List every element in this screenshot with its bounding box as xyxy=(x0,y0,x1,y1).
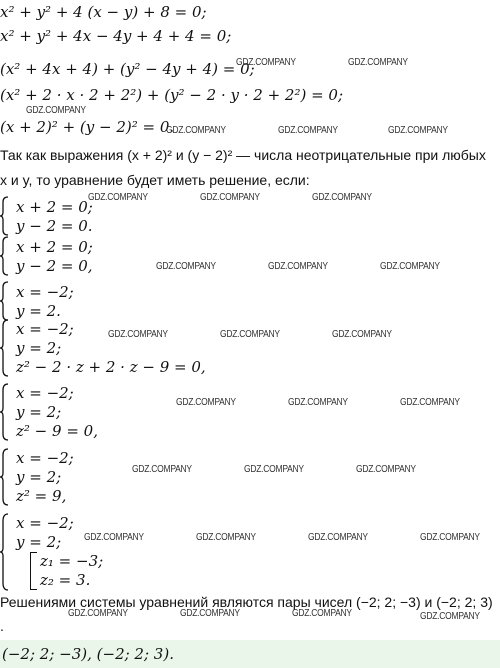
watermark: GDZ.COMPANY xyxy=(288,397,348,408)
watermark: GDZ.COMPANY xyxy=(308,532,368,543)
system-1-line-1: x + 2 = 0; xyxy=(16,198,93,216)
watermark: GDZ.COMPANY xyxy=(278,125,338,136)
watermark: GDZ.COMPANY xyxy=(312,192,372,203)
brace-icon xyxy=(0,513,9,591)
system-5 xyxy=(0,383,200,441)
watermark: GDZ.COMPANY xyxy=(176,397,236,408)
watermark: GDZ.COMPANY xyxy=(400,397,460,408)
system-7-line-1: x = −2; xyxy=(16,514,74,532)
equation-3: (x² + 4x + 4) + (y² − 4y + 4) = 0; xyxy=(0,60,255,78)
watermark: GDZ.COMPANY xyxy=(420,611,480,622)
watermark: GDZ.COMPANY xyxy=(268,261,328,272)
system-1-line-2: y − 2 = 0. xyxy=(16,217,93,235)
system-3 xyxy=(0,281,200,321)
system-4-line-2: y = 2; xyxy=(16,339,62,357)
equation-5: (x + 2)² + (y − 2)² = 0. xyxy=(0,118,175,136)
brace-icon xyxy=(0,383,9,441)
watermark: GDZ.COMPANY xyxy=(68,608,128,619)
watermark: GDZ.COMPANY xyxy=(388,125,448,136)
watermark: GDZ.COMPANY xyxy=(356,464,416,475)
watermark: GDZ.COMPANY xyxy=(200,192,260,203)
system-4 xyxy=(0,319,260,377)
system-6 xyxy=(0,448,200,506)
watermark: GDZ.COMPANY xyxy=(196,532,256,543)
explanation-line-1: Так как выражения (x + 2)² и (y − 2)² — числа неотрицательные при любых xyxy=(0,147,486,163)
watermark: GDZ.COMPANY xyxy=(332,329,392,340)
watermark: GDZ.COMPANY xyxy=(156,261,216,272)
system-7-line-4: z₂ = 3. xyxy=(40,571,91,589)
watermark: GDZ.COMPANY xyxy=(132,464,192,475)
conclusion-line: Решениями системы уравнений являются пары чисел (−2; 2; −3) и (−2; 2; 3) xyxy=(0,594,493,610)
watermark: GDZ.COMPANY xyxy=(420,532,480,543)
watermark: GDZ.COMPANY xyxy=(348,57,408,68)
watermark: GDZ.COMPANY xyxy=(180,608,240,619)
system-6-line-1: x = −2; xyxy=(16,449,74,467)
system-5-line-1: x = −2; xyxy=(16,384,74,402)
system-5-line-3: z² − 9 = 0, xyxy=(16,422,98,440)
brace-icon xyxy=(0,196,9,236)
system-7-line-3: z₁ = −3; xyxy=(40,552,104,570)
explanation-line-2: x и y, то уравнение будет иметь решение, если: xyxy=(0,172,310,188)
system-3-line-2: y = 2. xyxy=(16,302,61,320)
system-7 xyxy=(0,513,200,591)
watermark: GDZ.COMPANY xyxy=(166,125,226,136)
system-2-line-1: x + 2 = 0; xyxy=(16,238,93,256)
brace-icon xyxy=(0,236,9,276)
square-bracket-icon xyxy=(30,552,37,590)
system-6-line-2: y = 2; xyxy=(16,468,62,486)
watermark: GDZ.COMPANY xyxy=(108,329,168,340)
final-answer: (−2; 2; −3), (−2; 2; 3). xyxy=(2,645,174,663)
brace-icon xyxy=(0,281,9,321)
watermark: GDZ.COMPANY xyxy=(236,57,296,68)
brace-icon xyxy=(0,319,9,377)
brace-icon xyxy=(0,448,9,506)
system-7-line-2: y = 2; xyxy=(16,533,62,551)
equation-1: x² + y² + 4 (x − y) + 8 = 0; xyxy=(0,3,207,21)
watermark: GDZ.COMPANY xyxy=(220,329,280,340)
watermark: GDZ.COMPANY xyxy=(88,192,148,203)
system-5-line-2: y = 2; xyxy=(16,403,62,421)
equation-2: x² + y² + 4x − 4y + 4 + 4 = 0; xyxy=(0,27,232,45)
watermark: GDZ.COMPANY xyxy=(292,608,352,619)
system-2-line-2: y − 2 = 0, xyxy=(16,257,93,275)
watermark: GDZ.COMPANY xyxy=(84,532,144,543)
system-3-line-1: x = −2; xyxy=(16,283,74,301)
watermark: GDZ.COMPANY xyxy=(26,105,86,116)
conclusion-dot: . xyxy=(0,618,4,634)
system-4-line-3: z² − 2 · z + 2 · z − 9 = 0, xyxy=(16,358,206,376)
watermark: GDZ.COMPANY xyxy=(244,464,304,475)
equation-4: (x² + 2 · x · 2 + 2²) + (y² − 2 · y · 2 + 2²) = 0; xyxy=(0,86,344,104)
watermark: GDZ.COMPANY xyxy=(380,261,440,272)
system-6-line-3: z² = 9, xyxy=(16,487,67,505)
system-4-line-1: x = −2; xyxy=(16,320,74,338)
